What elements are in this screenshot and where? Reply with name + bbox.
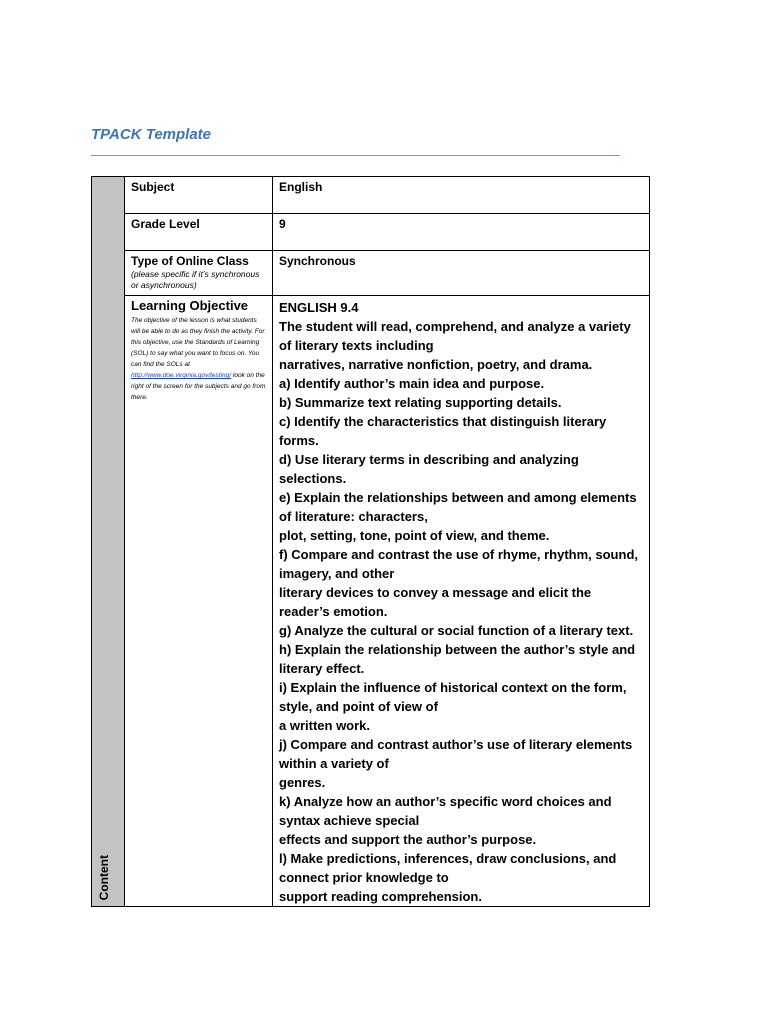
online-class-label-cell — [125, 251, 273, 296]
objective-line: k) Analyze how an author’s specific word choices and syntax achieve special — [279, 794, 612, 828]
objective-line: i) Explain the influence of historical context on the form, style, and point of view of — [279, 680, 627, 714]
objective-line: ENGLISH 9.4 — [279, 300, 359, 315]
objective-line: j) Compare and contrast author’s use of literary elements within a variety of — [279, 737, 633, 771]
grade-value-cell — [273, 214, 650, 251]
tpack-table — [91, 176, 650, 907]
objective-line: support reading comprehension. — [279, 889, 482, 904]
objective-line: c) Identify the characteristics that distinguish literary forms. — [279, 414, 607, 448]
online-class-value: Synchronous — [279, 254, 356, 268]
table-row-learning-objective — [92, 296, 650, 907]
objective-line: f) Compare and contrast the use of rhyme, rhythm, sound, imagery, and other — [279, 547, 638, 581]
objective-line: plot, setting, tone, point of view, and theme. — [279, 528, 550, 543]
learning-objective-hint-text: The objective of the lesson is what students will be able to do as they finish the activity. For this objective, use the Standards of Learning (SOL) to say what you want to focus on. You can find the SOLs at — [131, 317, 265, 368]
table-row-subject — [92, 177, 650, 214]
objective-line: d) Use literary terms in describing and analyzing selections. — [279, 452, 579, 486]
objective-line: genres. — [279, 775, 326, 790]
objective-line: a) Identify author’s main idea and purpose. — [279, 376, 545, 391]
objective-line: e) Explain the relationships between and among elements of literature: characters, — [279, 490, 637, 524]
learning-objective-hint — [131, 315, 266, 403]
content-side-column — [92, 177, 125, 907]
online-class-label: Type of Online Class — [131, 254, 249, 268]
objective-line: a written work. — [279, 718, 371, 733]
objective-line: b) Summarize text relating supporting details. — [279, 395, 562, 410]
grade-value: 9 — [279, 217, 286, 231]
objective-line: effects and support the author’s purpose. — [279, 832, 537, 847]
learning-objective-label-cell — [125, 296, 273, 907]
subject-label-cell — [125, 177, 273, 214]
grade-label: Grade Level — [131, 217, 200, 231]
sol-link[interactable]: http://www.doe.virginia.gov/testing/ — [131, 372, 232, 379]
objective-line: narratives, narrative nonfiction, poetry, and drama. — [279, 357, 593, 372]
document-title: TPACK Template — [91, 126, 212, 143]
subject-value-cell — [273, 177, 650, 214]
online-class-hint: (please specific if it’s synchronous or asynchronous) — [131, 269, 260, 290]
grade-label-cell — [125, 214, 273, 251]
objective-line: l) Make predictions, inferences, draw conclusions, and connect prior knowledge to — [279, 851, 617, 885]
learning-objective-label: Learning Objective — [131, 298, 249, 313]
content-side-label: Content — [97, 854, 111, 900]
objective-line: g) Analyze the cultural or social function of a literary text. — [279, 623, 634, 638]
online-class-value-cell — [273, 251, 650, 296]
table-row-online-class — [92, 251, 650, 296]
objective-line: literary devices to convey a message and elicit the reader’s emotion. — [279, 585, 592, 619]
subject-value: English — [279, 180, 323, 194]
title-divider — [91, 155, 620, 156]
learning-objective-value-cell — [273, 296, 650, 907]
learning-objective-text — [279, 298, 643, 906]
objective-line: h) Explain the relationship between the author’s style and literary effect. — [279, 642, 636, 676]
objective-line: The student will read, comprehend, and analyze a variety of literary texts including — [279, 319, 631, 353]
table-row-grade — [92, 214, 650, 251]
learning-objective-hint-tail: look on the right of the screen for the subjects and go from there. — [131, 372, 266, 401]
subject-label: Subject — [131, 180, 175, 194]
